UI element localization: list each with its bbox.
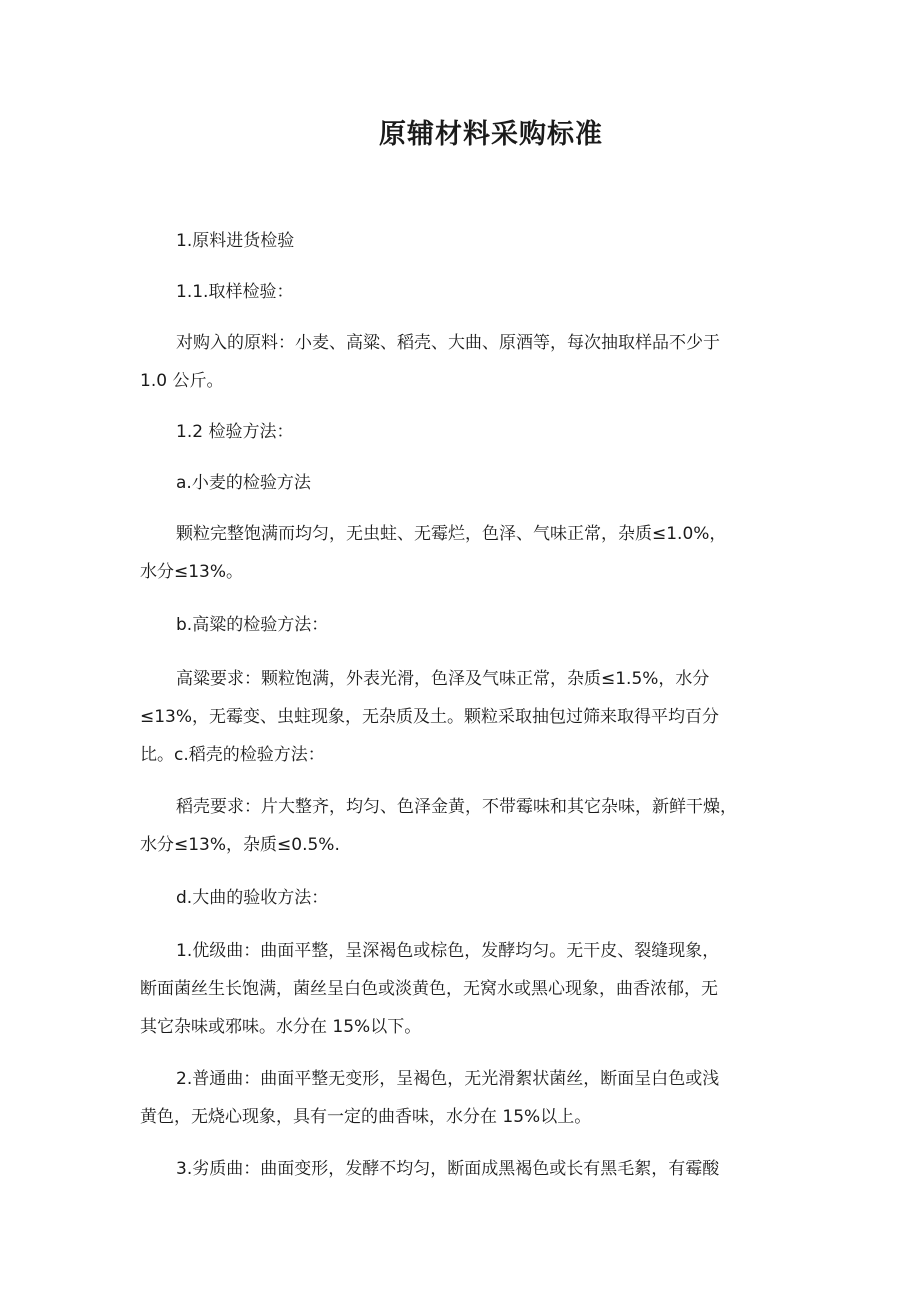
paragraph-line: 1.0 公斤。	[140, 371, 224, 391]
paragraph-line: 1.优级曲：曲面平整，呈深褐色或棕色，发酵均匀。无干皮、裂缝现象，	[176, 941, 720, 961]
paragraph-line: 断面菌丝生长饱满，菌丝呈白色或淡黄色，无窝水或黑心现象，曲香浓郁，无	[140, 979, 718, 999]
paragraph-line: 水分≤13%。	[140, 562, 244, 582]
paragraph-line: 对购入的原料：小麦、高粱、稻壳、大曲、原酒等，每次抽取样品不少于	[176, 333, 720, 353]
paragraph-line: 黄色，无烧心现象，具有一定的曲香味，水分在 15%以上。	[140, 1107, 592, 1127]
item-heading: d.大曲的验收方法：	[176, 888, 329, 908]
paragraph-line: 水分≤13%，杂质≤0.5%.	[140, 835, 340, 855]
section-heading: 1.原料进货检验	[176, 231, 295, 251]
subsection-heading: 1.1.取样检验：	[176, 282, 294, 302]
paragraph-line: 颗粒完整饱满而均匀，无虫蛀、无霉烂，色泽、气味正常，杂质≤1.0%，	[176, 524, 727, 544]
paragraph-line: 2.普通曲：曲面平整无变形，呈褐色，无光滑絮状菌丝，断面呈白色或浅	[176, 1069, 720, 1089]
item-heading: a.小麦的检验方法	[176, 473, 311, 493]
paragraph-line: 稻壳要求：片大整齐，均匀、色泽金黄，不带霉味和其它杂味，新鲜干燥，	[176, 797, 737, 817]
paragraph-line: 高粱要求：颗粒饱满，外表光滑，色泽及气味正常，杂质≤1.5%，水分	[176, 669, 710, 689]
paragraph-line: 其它杂味或邪味。水分在 15%以下。	[140, 1017, 422, 1037]
paragraph-line: ≤13%，无霉变、虫蛀现象，无杂质及土。颗粒采取抽包过筛来取得平均百分	[140, 707, 720, 727]
item-heading: b.高粱的检验方法：	[176, 615, 329, 635]
paragraph-line: 3.劣质曲：曲面变形，发酵不均匀，断面成黑褐色或长有黑毛絮，有霉酸	[176, 1159, 720, 1179]
subsection-heading: 1.2 检验方法：	[176, 422, 294, 442]
paragraph-line: 比。c.稻壳的检验方法：	[140, 745, 325, 765]
document-title: 原辅材料采购标准	[379, 119, 603, 150]
